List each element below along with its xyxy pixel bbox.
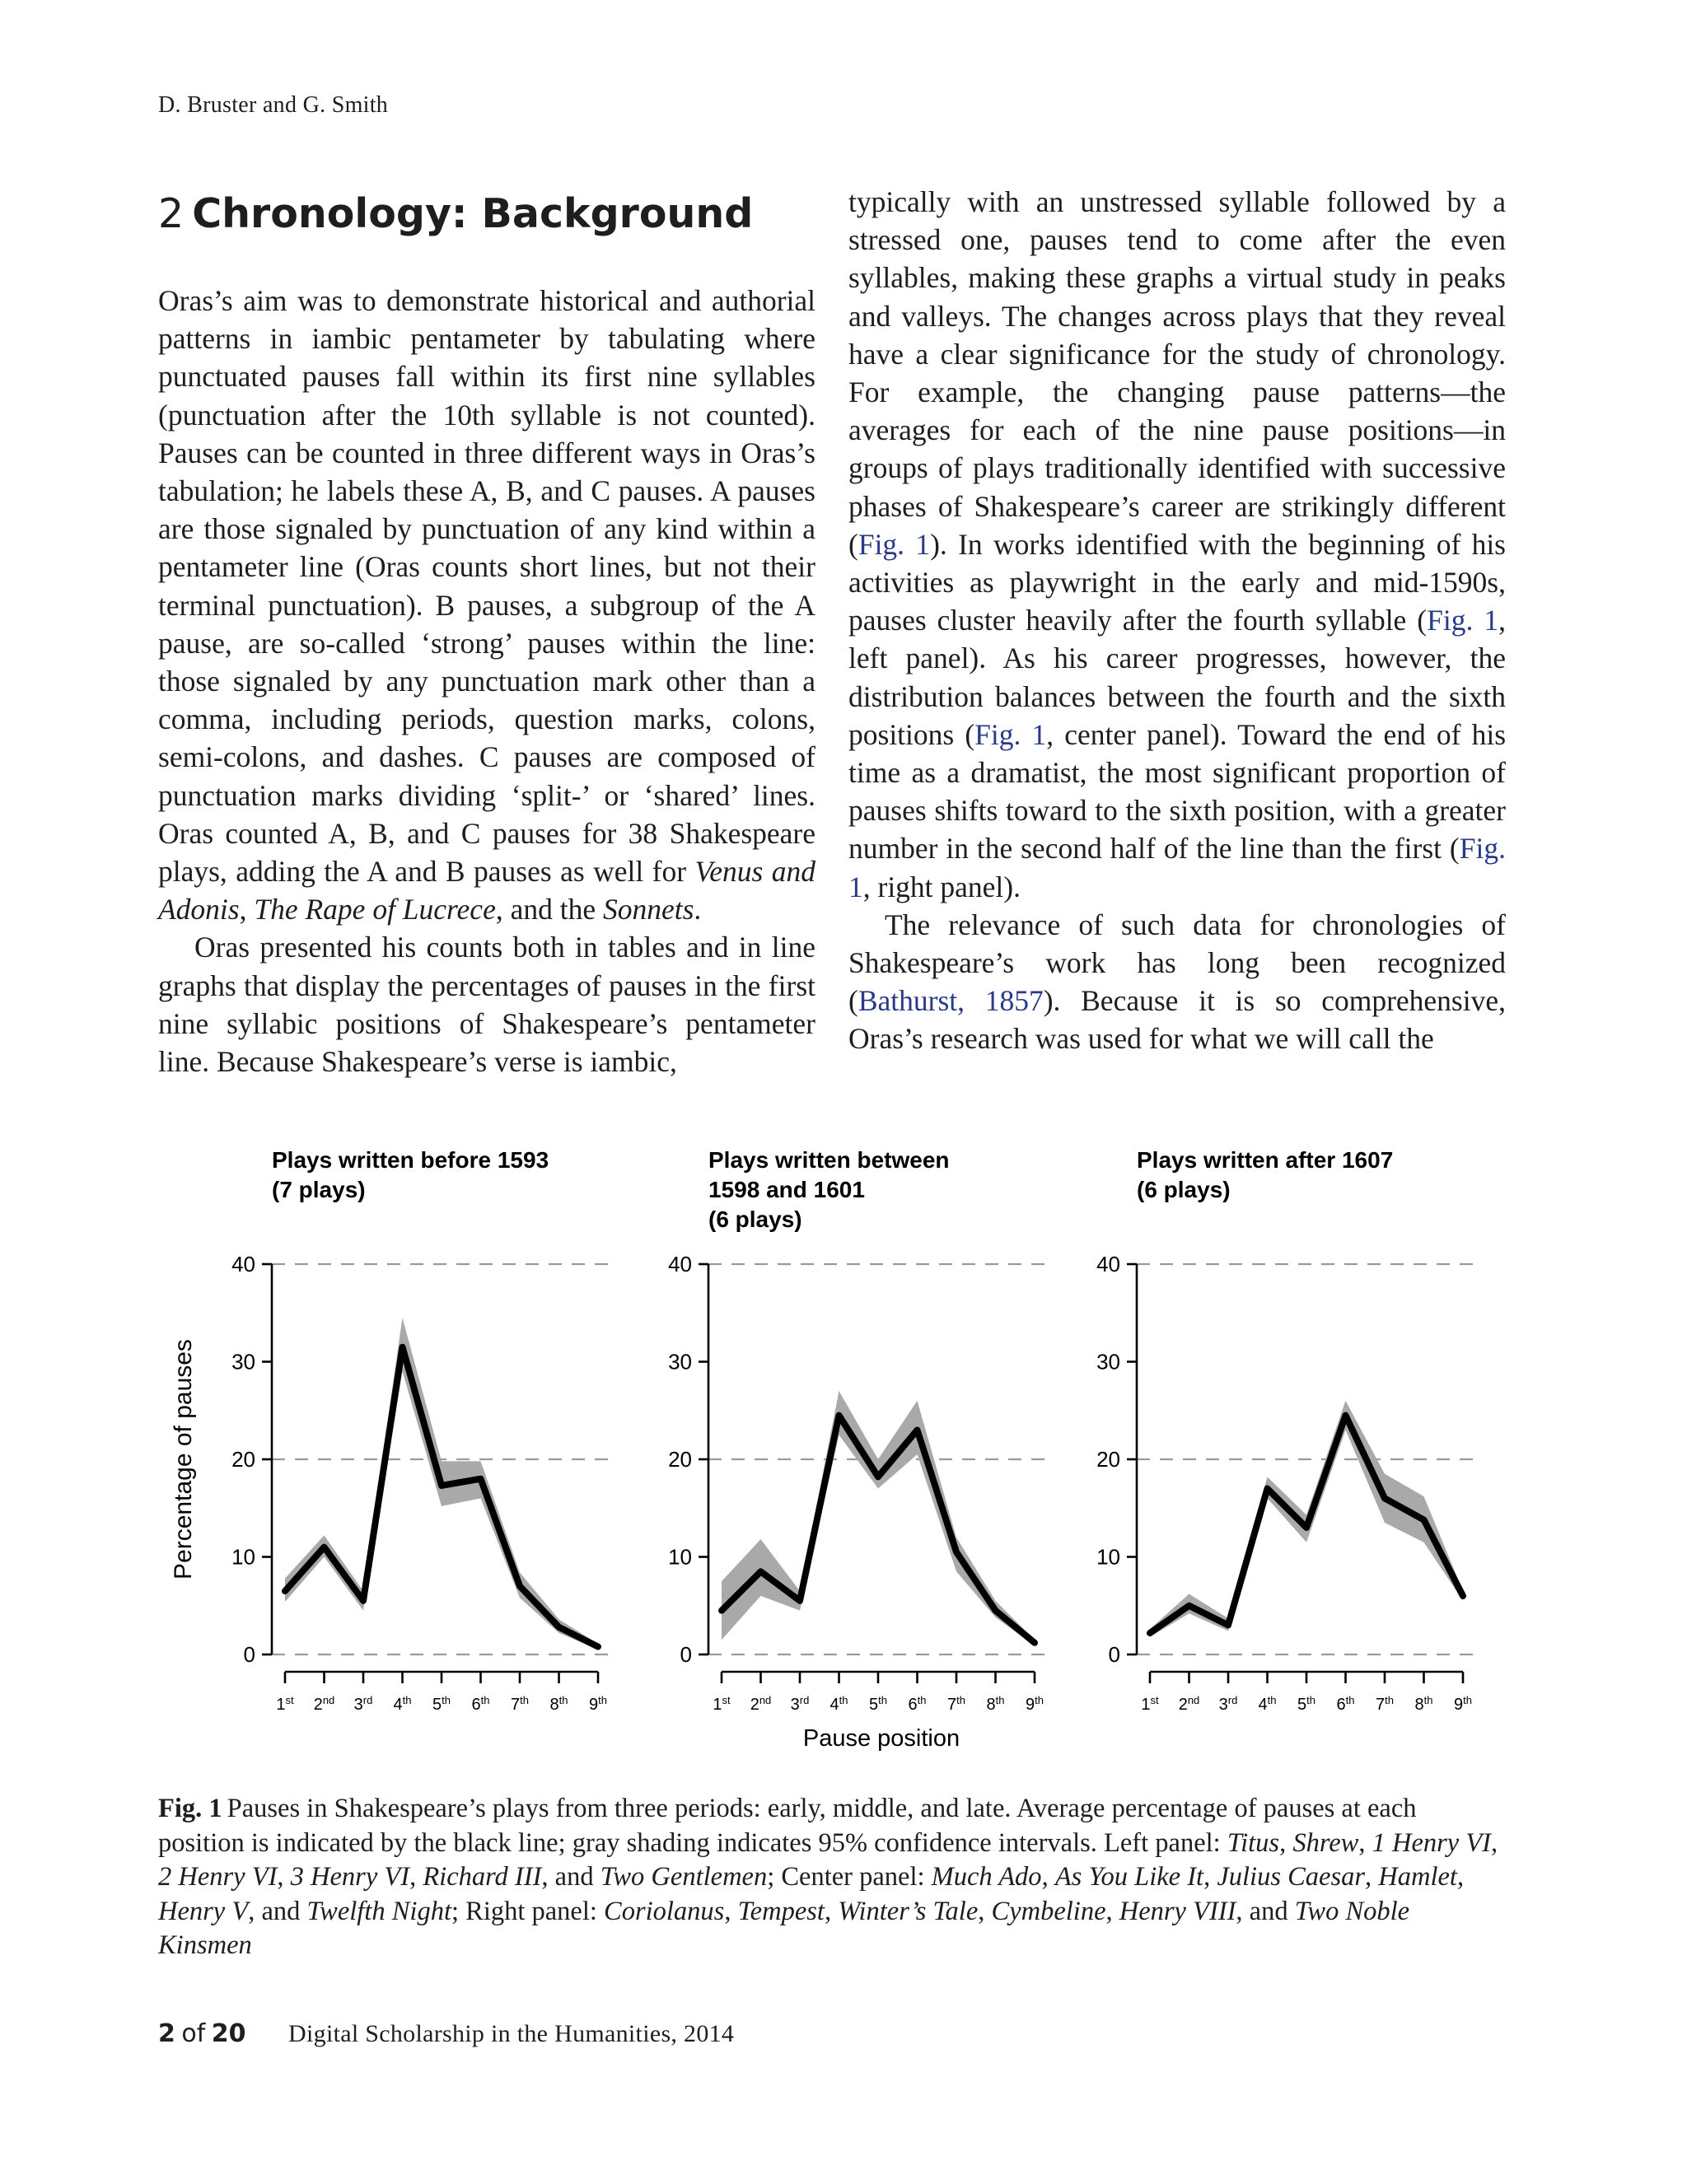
play-title: Two Noble Kinsmen <box>158 1896 1410 1960</box>
x-tick-label: 7th <box>511 1693 529 1714</box>
section-number: 2 <box>158 190 185 237</box>
running-head: D. Bruster and G. Smith <box>158 92 389 118</box>
page-total: 20 <box>211 2019 246 2048</box>
data-point <box>759 1569 764 1574</box>
y-tick-label: 40 <box>668 1252 692 1276</box>
paragraph-2: Oras presented his counts both in tables and in line graphs that display the percentages of pauses in the first nine syllabic positions of Shakespeare’s pentameter line. Because Shakespeare’s verse is iambic, <box>158 931 815 1079</box>
x-tick-label: 7th <box>947 1693 965 1714</box>
play-title: Two Gentlemen <box>600 1862 768 1892</box>
y-tick-label: 20 <box>668 1447 692 1472</box>
panel-title-line: (7 plays) <box>272 1177 366 1202</box>
panel-title-line: Plays written before 1593 <box>272 1147 549 1173</box>
text: , center panel). Toward the end of his time as a dramatist, the most significant proportion of pauses shifts toward to the sixth position, with a greater number in the second half of the line than the first ( <box>848 717 1507 866</box>
data-point <box>719 1608 724 1613</box>
play-title: Coriolanus <box>604 1896 725 1926</box>
data-point <box>1382 1496 1387 1500</box>
x-tick-label: 6th <box>1336 1693 1355 1714</box>
mean-line <box>722 1416 1035 1643</box>
x-tick-label: 1st <box>713 1693 731 1714</box>
data-point <box>1265 1486 1270 1491</box>
sep: , <box>1279 1827 1293 1858</box>
text: ). In works identified with the beginning of his activities as playwright in the early and mid-1590s, pauses cluster heavily after the fourth syllable ( <box>848 527 1507 637</box>
sep: , <box>409 1862 423 1892</box>
caption-label: Fig. 1 <box>158 1794 222 1823</box>
figure-1 <box>165 1141 1516 1783</box>
panel-title-line: (6 plays) <box>708 1206 802 1232</box>
x-tick-label: 9th <box>589 1693 607 1714</box>
data-point <box>1344 1413 1348 1418</box>
page-footer <box>158 2019 734 2048</box>
play-title: Richard III <box>423 1862 542 1892</box>
play-title: As You Like It <box>1054 1862 1204 1892</box>
data-point <box>400 1345 405 1350</box>
y-tick-label: 30 <box>1096 1349 1120 1374</box>
sep: , <box>824 1896 839 1926</box>
data-point <box>1422 1517 1427 1522</box>
data-point <box>557 1625 562 1630</box>
play-title: Henry VIII <box>1119 1896 1236 1926</box>
data-point <box>283 1589 287 1594</box>
fig-ref-link[interactable]: Fig. 1 <box>974 717 1047 751</box>
play-title: Cymbeline <box>991 1896 1106 1926</box>
sep: , <box>1365 1862 1379 1892</box>
panel-title-line: Plays written after 1607 <box>1137 1147 1394 1173</box>
sep: , and <box>248 1896 307 1926</box>
x-tick-label: 4th <box>1258 1693 1277 1714</box>
paragraph-3 <box>848 183 1506 906</box>
x-tick-label: 9th <box>1026 1693 1044 1714</box>
y-tick-label: 30 <box>231 1349 255 1374</box>
data-point <box>915 1427 920 1432</box>
y-tick-label: 0 <box>1108 1642 1120 1667</box>
data-point <box>322 1545 327 1550</box>
data-point <box>954 1550 959 1555</box>
y-tick-label: 0 <box>243 1642 255 1667</box>
y-tick-label: 40 <box>1096 1252 1120 1276</box>
x-tick-label: 8th <box>986 1693 1005 1714</box>
fig-ref-link[interactable]: Fig. 1 <box>1427 604 1499 637</box>
paragraph-1-text: Oras’s aim was to demonstrate historical and authorial patterns in iambic pentameter by tabulating where punctuated pauses fall within its first nine syllables (punctuation after the 10th syllable is not counted). Pauses can be counted in three different ways in Oras’s tabulation; he labels these A, B, and C pauses. A pauses are those signaled by punctuation of any kind within a pentameter line (Oras counts short lines, but not their terminal punctuation). B pauses, a subgroup of the A pause, are so-called ‘strong’ pauses within the line: those signaled by any punctuation mark other than a comma, including periods, question marks, colons, semi-colons, and dashes. C pauses are composed of punctuation marks dividing ‘split-’ or ‘shared’ lines. Oras counted A, B, and C pauses for 38 Shakespeare plays, adding the A and B pauses as well for <box>158 284 815 889</box>
play-title: Titus <box>1227 1827 1280 1858</box>
data-point <box>1460 1594 1465 1598</box>
play-title: Much Ado <box>931 1862 1042 1892</box>
sep: , <box>978 1896 992 1926</box>
y-tick-label: 20 <box>231 1447 255 1472</box>
data-point <box>837 1413 842 1418</box>
x-tick-label: 1st <box>276 1693 294 1714</box>
data-point <box>517 1584 522 1589</box>
sep: , and <box>541 1862 600 1892</box>
fig-ref-link[interactable]: Fig. 1 <box>858 527 931 561</box>
text: The relevance of such data for chronologies of Shakespeare’s work has long been recognized ( <box>848 908 1506 1018</box>
x-tick-label: 9th <box>1454 1693 1472 1714</box>
y-tick-label: 0 <box>680 1642 692 1667</box>
y-axis-label: Percentage of pauses <box>170 1339 197 1580</box>
x-tick-label: 3rd <box>790 1693 810 1714</box>
play-title: Julius Caesar <box>1217 1862 1365 1892</box>
sep: , and <box>1236 1896 1295 1926</box>
sep: , <box>1491 1827 1498 1858</box>
play-title: 2 Henry VI <box>158 1862 278 1892</box>
sep: . <box>694 893 702 926</box>
sep: ; Right panel: <box>451 1896 605 1926</box>
x-tick-label: 6th <box>908 1693 927 1714</box>
x-tick-label: 8th <box>1414 1693 1433 1714</box>
sep: , <box>1456 1862 1465 1892</box>
y-tick-label: 20 <box>1096 1447 1120 1472</box>
x-tick-label: 6th <box>471 1693 490 1714</box>
play-title: Tempest <box>737 1896 825 1926</box>
data-point <box>1147 1631 1152 1636</box>
title-lucrece: The Rape of Lucrece <box>254 893 496 926</box>
paragraph-1 <box>158 282 815 928</box>
page-of: of <box>181 2019 206 2048</box>
sep: , <box>1203 1862 1217 1892</box>
x-axis-label: Pause position <box>802 1725 960 1752</box>
panel-title-line: 1598 and 1601 <box>708 1177 865 1202</box>
left-column <box>158 183 815 1080</box>
x-tick-label: 2nd <box>313 1693 335 1714</box>
section-title: Chronology: Background <box>192 190 754 237</box>
play-title: 1 Henry VI <box>1372 1827 1492 1858</box>
figure-1-chart <box>165 1141 1516 1783</box>
data-point <box>596 1645 600 1650</box>
text: , left panel). As his career progresses, however, the distribution balances between the fourth and the sixth positions ( <box>848 604 1506 751</box>
x-tick-label: 3rd <box>1218 1693 1238 1714</box>
sep: , <box>1105 1896 1119 1926</box>
play-title: Winter’s Tale <box>838 1896 979 1926</box>
panel-title-line: Plays written between <box>708 1147 950 1173</box>
sep: , <box>277 1862 291 1892</box>
confidence-band <box>722 1391 1035 1645</box>
sep: ; Center panel: <box>767 1862 932 1892</box>
paragraph-4 <box>848 906 1506 1058</box>
y-tick-label: 10 <box>231 1544 255 1570</box>
text: , right panel). <box>862 870 1021 903</box>
title-venus: Venus and Adonis <box>158 855 816 926</box>
x-tick-label: 4th <box>829 1693 848 1714</box>
y-tick-label: 30 <box>668 1349 692 1374</box>
x-tick-label: 5th <box>1297 1693 1315 1714</box>
x-tick-label: 8th <box>549 1693 568 1714</box>
sep: , <box>1358 1827 1372 1858</box>
data-point <box>361 1598 366 1603</box>
x-tick-label: 5th <box>869 1693 887 1714</box>
data-point <box>1304 1525 1309 1530</box>
text: typically with an unstressed syllable followed by a stressed one, pauses tend to come after the even syllables, making these graphs a virtual study in peaks and valleys. The changes across plays that they reveal have a clear significance for the study of chronology. For example, the changing pause patterns—the averages for each of the nine pause positions—in groups of plays traditionally identified with successive phases of Shakespeare’s career are strikingly different ( <box>848 185 1506 561</box>
right-column <box>848 183 1506 1058</box>
title-sonnets: Sonnets <box>602 893 694 926</box>
play-title: 3 Henry VI <box>290 1862 410 1892</box>
y-tick-label: 40 <box>231 1252 255 1276</box>
x-tick-label: 2nd <box>750 1693 772 1714</box>
play-title: Shrew <box>1292 1827 1359 1858</box>
x-tick-label: 7th <box>1376 1693 1394 1714</box>
play-title: Henry V <box>158 1896 249 1926</box>
journal-name: Digital Scholarship in the Humanities, 2014 <box>288 2020 735 2047</box>
data-point <box>797 1598 802 1603</box>
page-number: 2 <box>158 2019 175 2048</box>
data-point <box>1226 1622 1231 1627</box>
data-point <box>439 1483 444 1488</box>
data-point <box>1187 1603 1192 1608</box>
section-heading <box>158 189 815 239</box>
figure-caption <box>158 1792 1507 1963</box>
x-tick-label: 4th <box>393 1693 412 1714</box>
y-tick-label: 10 <box>1096 1544 1120 1570</box>
y-tick-label: 10 <box>668 1544 692 1570</box>
data-point <box>1032 1640 1037 1645</box>
data-point <box>993 1608 998 1613</box>
x-tick-label: 5th <box>432 1693 451 1714</box>
panel-title-line: (6 plays) <box>1137 1177 1231 1202</box>
caption-text: Pauses in Shakespeare’s plays from three periods: early, middle, and late. Average percentage of pauses at each position is indicated by the black line; gray shading indicates 95% confidence intervals. Left panel: <box>158 1794 1417 1858</box>
sep: , and the <box>495 893 603 926</box>
x-tick-label: 1st <box>1141 1693 1159 1714</box>
sep: , <box>239 893 255 926</box>
text: ). Because it is so comprehensive, Oras’s research was used for what we will call the <box>848 984 1506 1056</box>
data-point <box>479 1477 484 1482</box>
play-title: Twelfth Night <box>306 1896 451 1926</box>
data-point <box>876 1474 881 1479</box>
play-title: Hamlet <box>1378 1862 1457 1892</box>
sep: , <box>724 1896 738 1926</box>
x-tick-label: 3rd <box>353 1693 373 1714</box>
fig-ref-link[interactable]: Fig. 1 <box>848 832 1506 903</box>
x-tick-label: 2nd <box>1178 1693 1200 1714</box>
sep: , <box>1041 1862 1055 1892</box>
citation-link[interactable]: Bathurst, 1857 <box>858 984 1044 1018</box>
